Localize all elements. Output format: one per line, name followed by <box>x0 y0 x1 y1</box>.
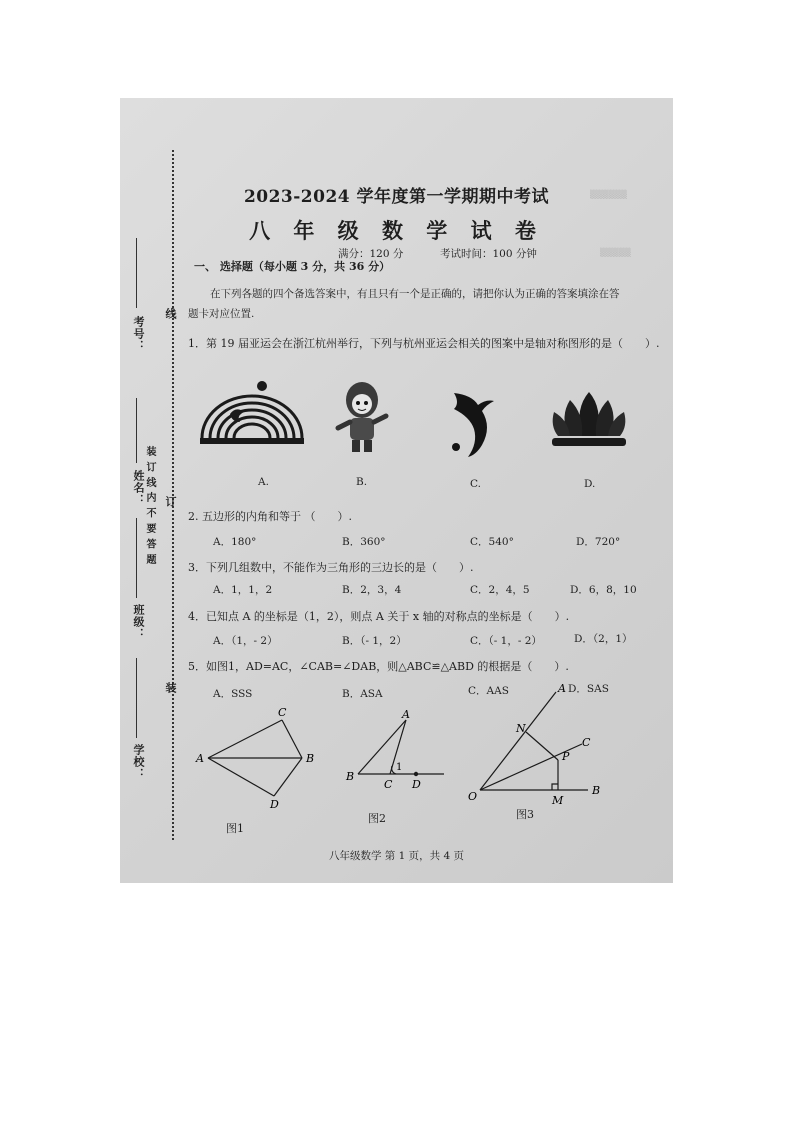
cut-mark-line: 线 <box>164 308 177 320</box>
mascot-icon <box>332 378 392 458</box>
question-2-stem: 2. 五边形的内角和等于 （ ）. <box>188 510 352 523</box>
exam-time: 考试时间：100 分钟 <box>440 248 537 260</box>
fig3-label-o: O <box>468 790 478 803</box>
fig1-label-a: A <box>196 752 204 765</box>
fig2-label-d: D <box>412 778 421 791</box>
page-footer: 八年级数学 第 1 页，共 4 页 <box>328 850 465 862</box>
q1-option-a: A. <box>258 476 269 488</box>
q1-option-c: C. <box>470 478 481 490</box>
question-5-stem: 5．如图1，AD=AC，∠CAB=∠DAB，则△ABC≌△ABD 的根据是（ ）. <box>188 660 569 673</box>
section-heading: 一、 选择题（每小题 3 分，共 36 分） <box>194 260 391 273</box>
school-label: 学校： <box>132 744 145 780</box>
question-4-stem: 4．已知点 A 的坐标是（1，2），则点 A 关于 x 轴的对称点的坐标是（ ）. <box>188 610 570 623</box>
no-answer-warning: 装 订 线 内 不 要 答 题 <box>144 446 155 566</box>
figure-2-triangle <box>344 708 454 798</box>
fig1-label-c: C <box>278 706 287 719</box>
exam-subtitle: 八 年 级 数 学 试 卷 <box>249 218 544 243</box>
dolphin-icon <box>444 383 504 463</box>
fig3-label-n: N <box>516 722 526 735</box>
instruction-line-2: 题卡对应位置. <box>188 308 255 320</box>
bleed-through-mark: ▒▒▒▒▒▒ <box>590 190 627 199</box>
cut-mark-ding: 订 <box>164 496 177 508</box>
full-score: 满分：120 分 <box>338 248 404 260</box>
q3-option-b: B．2，3，4 <box>342 584 402 596</box>
figure-2-caption: 图2 <box>368 812 386 825</box>
fig2-label-a: A <box>402 708 410 721</box>
figure-1-caption: 图1 <box>226 822 244 835</box>
q4-option-a: A．（1，- 2） <box>213 635 278 647</box>
fig3-label-c: C <box>582 736 591 749</box>
fig2-angle-label: 1 <box>396 762 403 773</box>
binding-dotted-line <box>172 150 176 840</box>
fig2-label-b: B <box>346 770 355 783</box>
exam-title: 2023-2024 学年度第一学期期中考试 <box>243 187 550 207</box>
fig2-label-c: C <box>384 778 393 791</box>
exam-no-blank <box>136 238 138 308</box>
q2-option-d: D．720° <box>576 536 621 548</box>
name-label: 姓名： <box>132 470 145 506</box>
fig3-label-m: M <box>552 794 564 807</box>
q1-option-d: D. <box>584 478 596 490</box>
q5-option-b: B．ASA <box>342 688 383 700</box>
q5-option-d: D．SAS <box>568 683 609 695</box>
rainbow-emblem-icon <box>196 378 306 468</box>
fig1-label-b: B <box>306 752 315 765</box>
q3-option-a: A．1，1，2 <box>213 584 273 596</box>
bleed-through-mark: ▒▒▒▒▒ <box>600 248 631 257</box>
instruction-line-1: 在下列各题的四个备选答案中，有且只有一个是正确的，请把你认为正确的答案填涂在答 <box>210 288 620 300</box>
q5-option-a: A．SSS <box>213 688 253 700</box>
q3-option-c: C．2，4，5 <box>470 584 530 596</box>
lotus-icon <box>548 390 630 452</box>
fig3-label-p: P <box>562 750 570 763</box>
class-blank <box>136 518 138 598</box>
q5-option-c: C．AAS <box>468 685 509 697</box>
name-blank <box>136 398 138 463</box>
q2-option-a: A．180° <box>213 536 257 548</box>
q4-option-c: C．（- 1，- 2） <box>470 635 542 647</box>
q4-option-b: B．（- 1，2） <box>342 635 407 647</box>
q2-option-b: B．360° <box>342 536 386 548</box>
cut-mark-zhuang: 装 <box>164 682 177 694</box>
q3-option-d: D．6，8，10 <box>570 584 637 596</box>
school-blank <box>136 658 138 738</box>
q4-option-d: D．（2，1） <box>574 633 633 645</box>
figure-3-caption: 图3 <box>516 808 534 821</box>
question-1-stem: 1．第 19 届亚运会在浙江杭州举行，下列与杭州亚运会相关的图案中是轴对称图形的是（ ）. <box>188 337 660 350</box>
figure-1-kite <box>194 704 324 814</box>
figure-3-angle-bisector <box>464 682 604 807</box>
question-3-stem: 3．下列几组数中，不能作为三角形的三边长的是（ ）. <box>188 561 474 574</box>
exam-photo <box>120 98 673 883</box>
class-label: 班级： <box>132 604 145 640</box>
fig1-label-d: D <box>270 798 279 811</box>
exam-no-label: 考号： <box>132 316 145 352</box>
q2-option-c: C．540° <box>470 536 514 548</box>
fig3-label-b: B <box>592 784 601 797</box>
q1-option-b: B. <box>356 476 368 488</box>
fig3-label-a: A <box>558 682 566 695</box>
